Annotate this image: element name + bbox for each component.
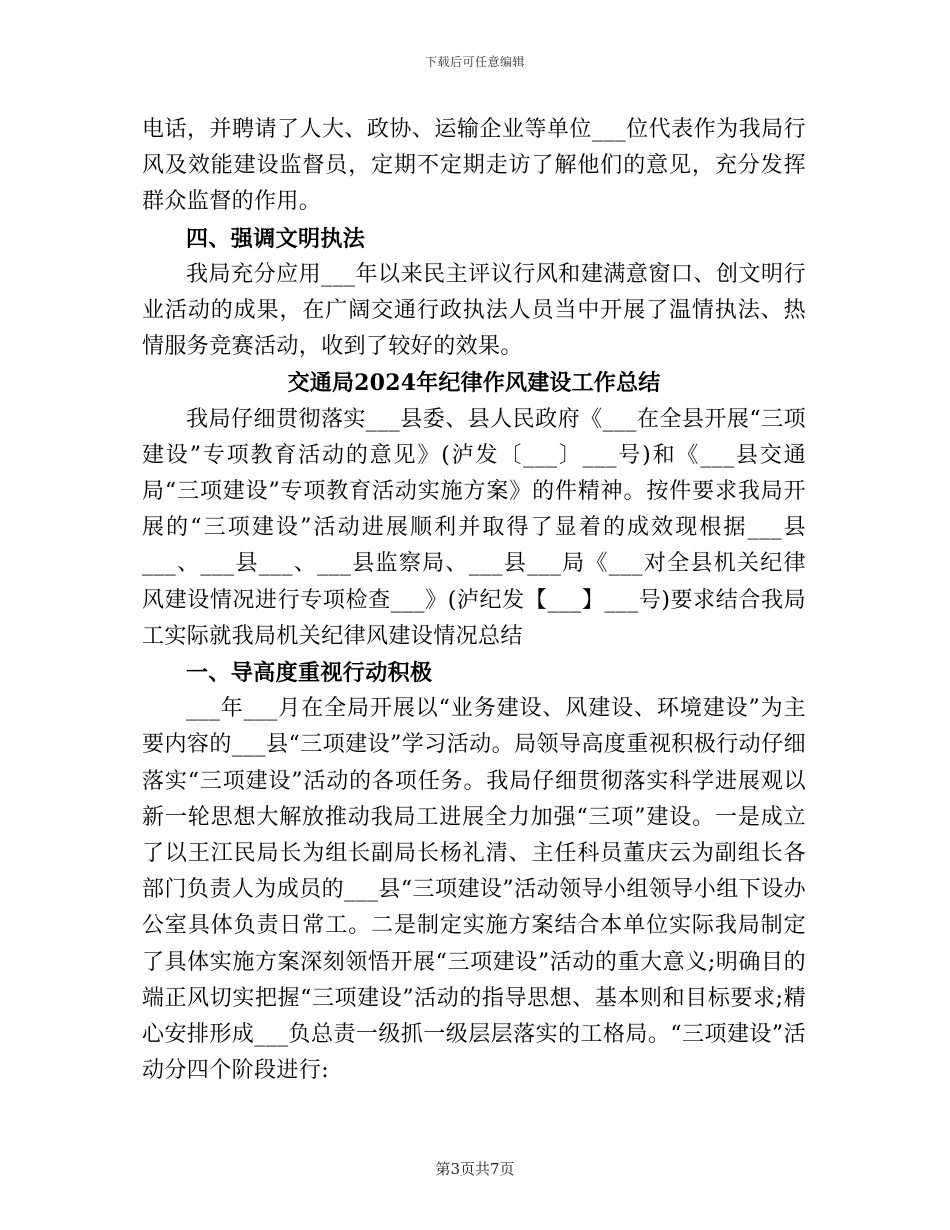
paragraph-intro: 我局仔细贯彻落实___县委、县人民政府《___在全县开展“三项建设”专项教育活动的意见》(泸发〔___〕___号)和《___县交通局“三项建设”专项教育活动实施方案》的件精神。按件要求我局开展的“三项建设”活动进展顺利并取得了显着的成效现根据___县___、___县___、___县监察局、___县___局《___对全县机关纪律风建设情况进行专项检查___》(泸纪发【___】___号)要求结合我局工实际就我局机关纪律风建设情况总结 (142, 406, 806, 649)
section-heading-civil-enforcement: 四、强调文明执法 (186, 225, 366, 252)
paragraph-civil-enforcement: 我局充分应用___年以来民主评议行风和建满意窗口、创文明行业活动的成果，在广阔交通行政执法人员当中开展了温情执法、热情服务竞赛活动，收到了较好的效果。 (142, 261, 806, 360)
paragraph-supervisors: 电话，并聘请了人大、政协、运输企业等单位___位代表作为我局行风及效能建设监督员，定期不定期走访了解他们的意见，充分发挥群众监督的作用。 (142, 117, 806, 215)
paragraph-leadership: ___年___月在全局开展以“业务建设、风建设、环境建设”为主要内容的___县“三项建设”学习活动。局领导高度重视积极行动仔细落实“三项建设”活动的各项任务。我局仔细贯彻落实科学进展观以新一轮思想大解放推动我局工进展全力加强“三项”建设。一是成立了以王江民局长为组长副局长杨礼清、主任科员董庆云为副组长各部门负责人为成员的___县“三项建设”活动领导小组领导小组下设办公室具体负责日常工。二是制定实施方案结合本单位实际我局制定了具体实施方案深刻领悟开展“三项建设”活动的重大意义;明确目的端正风切实把握“三项建设”活动的指导思想、基本则和目标要求;精心安排形成___负总责一级抓一级层层落实的工格局。“三项建设”活动分四个阶段进行: (142, 696, 806, 1084)
section-heading-leadership: 一、导高度重视行动积极 (186, 660, 433, 687)
page-number: 第3页共7页 (435, 1160, 515, 1178)
document-body (142, 112, 806, 1089)
header-note: 下载后可任意编辑 (424, 55, 525, 69)
document-title: 交通局2024年纪律作风建设工作总结 (287, 370, 661, 397)
